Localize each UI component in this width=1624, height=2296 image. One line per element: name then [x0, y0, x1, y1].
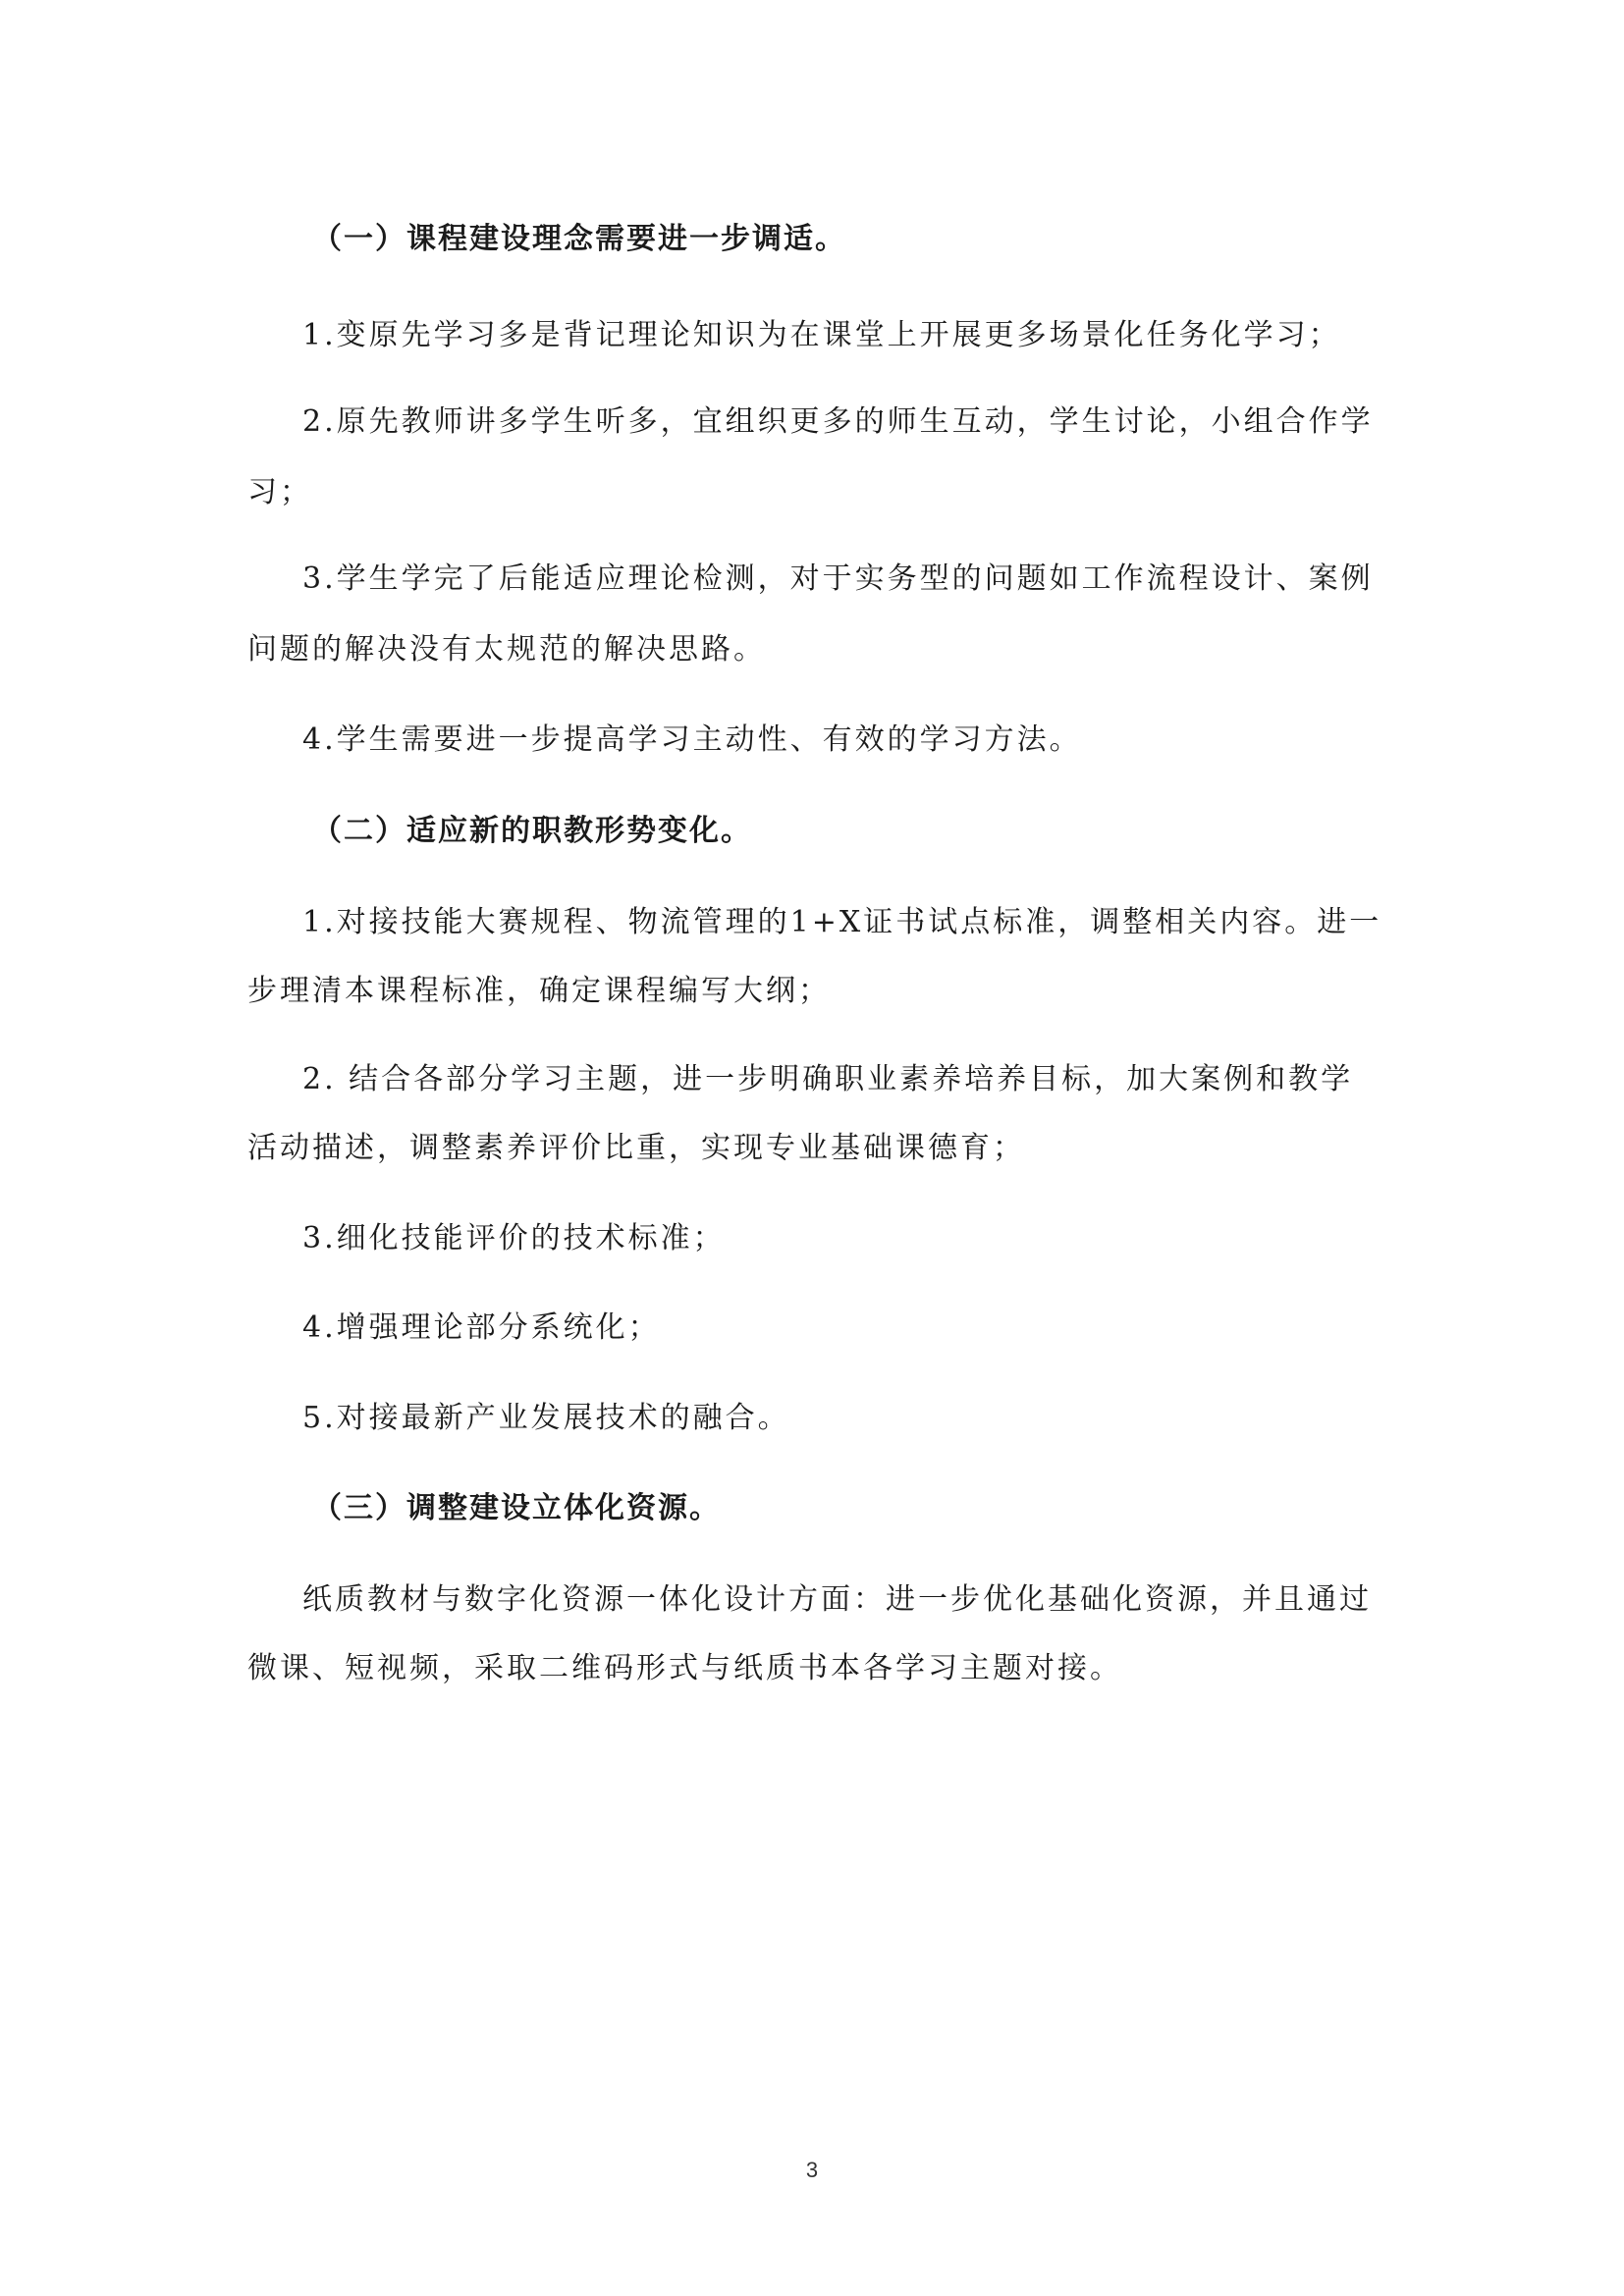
section2-item1-line2: 步理清本课程标准，确定课程编写大纲； — [247, 974, 831, 1008]
section2-item1-line1: 1.对接技能大赛规程、物流管理的1+X证书试点标准，调整相关内容。进一 — [302, 905, 1382, 939]
section1-item4: 4.学生需要进一步提高学习主动性、有效的学习方法。 — [302, 722, 1082, 757]
section2-heading: （二）适应新的职教形势变化。 — [312, 814, 752, 848]
section1-item1: 1.变原先学习多是背记理论知识为在课堂上开展更多场景化任务化学习； — [302, 318, 1341, 352]
page-number: 3 — [805, 2158, 819, 2182]
section3-para-line1: 纸质教材与数字化资源一体化设计方面：进一步优化基础化资源，并且通过 — [302, 1582, 1372, 1617]
section3-heading: （三）调整建设立体化资源。 — [312, 1491, 721, 1525]
section2-item2-line2: 活动描述，调整素养评价比重，实现专业基础课德育； — [247, 1131, 1025, 1165]
section1-item2-line2: 习； — [247, 475, 312, 509]
section2-item2-line1: 2. 结合各部分学习主题，进一步明确职业素养培养目标，加大案例和教学 — [302, 1062, 1354, 1096]
section2-item3: 3.细化技能评价的技术标准； — [302, 1221, 726, 1255]
section1-item3-line1: 3.学生学完了后能适应理论检测，对于实务型的问题如工作流程设计、案例 — [302, 561, 1374, 596]
section1-item3-line2: 问题的解决没有太规范的解决思路。 — [247, 632, 766, 667]
section1-heading: （一）课程建设理念需要进一步调适。 — [312, 222, 846, 256]
section3-para-line2: 微课、短视频，采取二维码形式与纸质书本各学习主题对接。 — [247, 1651, 1122, 1685]
section2-item4: 4.增强理论部分系统化； — [302, 1310, 661, 1345]
section2-item5: 5.对接最新产业发展技术的融合。 — [302, 1401, 790, 1435]
section1-item2-line1: 2.原先教师讲多学生听多，宜组织更多的师生互动，学生讨论，小组合作学 — [302, 404, 1374, 439]
